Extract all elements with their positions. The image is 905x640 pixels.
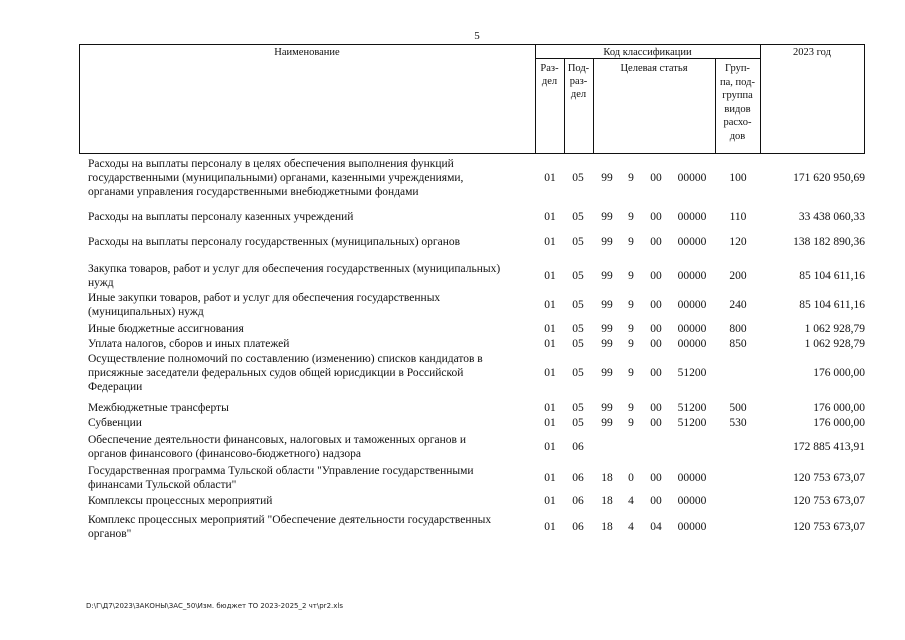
- row-code-podrazdel: 05: [572, 402, 584, 414]
- row-name-line: Субвенции: [88, 417, 142, 429]
- table-row: [0, 337, 905, 351]
- table-row: [0, 291, 905, 319]
- page-number: 5: [474, 30, 480, 42]
- row-code-cs3: 00: [650, 211, 662, 223]
- row-code-cs1: 99: [601, 211, 613, 223]
- row-name-line: органов финансового (финансово-бюджетного) надзора: [88, 448, 361, 460]
- row-code-cs3: 00: [650, 417, 662, 429]
- row-amount: 120 753 673,07: [793, 495, 865, 507]
- row-code-cs3: 00: [650, 472, 662, 484]
- row-code-podrazdel: 05: [572, 338, 584, 350]
- row-code-cs3: 00: [650, 323, 662, 335]
- row-code-vr: 120: [729, 236, 747, 248]
- row-amount: 1 062 928,79: [804, 338, 865, 350]
- row-code-cs4: 00000: [677, 299, 707, 311]
- row-amount: 176 000,00: [813, 417, 865, 429]
- row-code-podrazdel: 05: [572, 270, 584, 282]
- row-code-vr: 200: [729, 270, 747, 282]
- row-name-line: финансами Тульской области": [88, 479, 237, 491]
- header-subsection: Под- раз- дел: [567, 63, 590, 100]
- table-row: [0, 235, 905, 249]
- row-name-line: Расходы на выплаты персоналу в целях обеспечения выполнения функций: [88, 158, 454, 170]
- row-name-line: Расходы на выплаты персоналу государственных (муниципальных) органов: [88, 236, 461, 248]
- table-row: [0, 322, 905, 336]
- row-code-cs1: 99: [601, 299, 613, 311]
- row-code-cs1: 99: [601, 172, 613, 184]
- row-code-cs4: 51200: [677, 367, 707, 379]
- row-code-cs2: 4: [628, 521, 634, 533]
- header-code-group: Код классификации: [603, 47, 692, 58]
- row-amount: 171 620 950,69: [793, 172, 865, 184]
- row-code-cs1: 18: [601, 472, 613, 484]
- row-code-podrazdel: 05: [572, 172, 584, 184]
- row-code-cs1: 99: [601, 338, 613, 350]
- row-name: [88, 513, 528, 541]
- row-code-podrazdel: 05: [572, 299, 584, 311]
- row-code-vr: 100: [729, 172, 747, 184]
- row-code-cs3: 00: [650, 367, 662, 379]
- row-code-cs1: 18: [601, 495, 613, 507]
- row-code-cs3: 00: [650, 495, 662, 507]
- row-code-cs4: 00000: [677, 236, 707, 248]
- row-code-cs4: 00000: [677, 495, 707, 507]
- row-code-cs2: 9: [628, 211, 634, 223]
- row-code-cs3: 00: [650, 299, 662, 311]
- row-code-podrazdel: 05: [572, 417, 584, 429]
- table-row: [0, 262, 905, 290]
- row-code-razdel: 01: [544, 211, 556, 223]
- row-name: [88, 352, 528, 394]
- row-name: [88, 433, 528, 461]
- row-code-cs4: 00000: [677, 521, 707, 533]
- row-code-cs3: 00: [650, 172, 662, 184]
- row-name-line: Межбюджетные трансферты: [88, 402, 229, 414]
- row-code-podrazdel: 06: [572, 521, 584, 533]
- table-row: [0, 352, 905, 394]
- row-name: [88, 322, 528, 336]
- row-code-vr: 110: [729, 211, 747, 223]
- row-code-podrazdel: 06: [572, 441, 584, 453]
- row-code-cs3: 04: [650, 521, 662, 533]
- row-name-line: Иные бюджетные ассигнования: [88, 323, 244, 335]
- table-row: [0, 157, 905, 199]
- row-code-razdel: 01: [544, 323, 556, 335]
- row-name-line: нужд: [88, 277, 114, 289]
- row-name-line: присяжные заседатели федеральных судов общей юрисдикции в Российской: [88, 367, 464, 379]
- row-name-line: Государственная программа Тульской области "Управление государственными: [88, 465, 474, 477]
- table-row: [0, 401, 905, 415]
- row-code-cs2: 9: [628, 299, 634, 311]
- row-code-podrazdel: 06: [572, 495, 584, 507]
- row-amount: 85 104 611,16: [799, 270, 865, 282]
- row-name-line: Уплата налогов, сборов и иных платежей: [88, 338, 290, 350]
- header-section: Раз- дел: [540, 63, 559, 87]
- row-name: [88, 464, 528, 492]
- row-code-cs2: 9: [628, 270, 634, 282]
- row-code-razdel: 01: [544, 472, 556, 484]
- row-code-cs2: 9: [628, 367, 634, 379]
- row-code-cs3: 00: [650, 236, 662, 248]
- row-code-cs1: 99: [601, 236, 613, 248]
- row-code-cs3: 00: [650, 402, 662, 414]
- row-code-razdel: 01: [544, 270, 556, 282]
- row-name-line: государственными (муниципальными) органами, казенными учреждениями,: [88, 172, 464, 184]
- table-row: [0, 494, 905, 508]
- row-code-cs4: 00000: [677, 270, 707, 282]
- header-year: 2023 год: [793, 47, 831, 58]
- row-code-razdel: 01: [544, 521, 556, 533]
- row-code-cs4: 00000: [677, 338, 707, 350]
- row-name-line: Комплекс процессных мероприятий "Обеспечение деятельности государственных: [88, 514, 492, 526]
- row-code-razdel: 01: [544, 441, 556, 453]
- row-code-cs1: 99: [601, 367, 613, 379]
- row-code-cs2: 9: [628, 338, 634, 350]
- row-code-cs4: 00000: [677, 211, 707, 223]
- row-amount: 33 438 060,33: [798, 211, 865, 223]
- row-code-vr: 530: [729, 417, 747, 429]
- row-code-cs2: 9: [628, 402, 634, 414]
- row-code-vr: 850: [729, 338, 747, 350]
- row-code-razdel: 01: [544, 236, 556, 248]
- row-code-vr: 500: [729, 402, 747, 414]
- row-amount: 172 885 413,91: [793, 441, 865, 453]
- row-amount: 138 182 890,36: [793, 236, 865, 248]
- table-row: [0, 464, 905, 492]
- row-name-line: Расходы на выплаты персоналу казенных учреждений: [88, 211, 354, 223]
- row-code-cs1: 99: [601, 417, 613, 429]
- row-code-podrazdel: 06: [572, 472, 584, 484]
- row-code-cs2: 4: [628, 495, 634, 507]
- row-name: [88, 401, 528, 415]
- row-amount: 1 062 928,79: [804, 323, 865, 335]
- table-row: [0, 433, 905, 461]
- header-name: Наименование: [274, 47, 340, 58]
- row-name-line: Осуществление полномочий по составлению (изменению) списков кандидатов в: [88, 353, 483, 365]
- row-code-cs2: 9: [628, 417, 634, 429]
- row-code-razdel: 01: [544, 417, 556, 429]
- table-row: [0, 210, 905, 224]
- row-name-line: Обеспечение деятельности финансовых, налоговых и таможенных органов и: [88, 434, 466, 446]
- row-code-cs1: 99: [601, 270, 613, 282]
- row-code-vr: 240: [729, 299, 747, 311]
- row-code-vr: 800: [729, 323, 747, 335]
- row-name: [88, 416, 528, 430]
- row-code-podrazdel: 05: [572, 236, 584, 248]
- row-code-cs3: 00: [650, 270, 662, 282]
- row-code-cs2: 9: [628, 172, 634, 184]
- row-code-cs4: 51200: [677, 402, 707, 414]
- row-code-cs1: 18: [601, 521, 613, 533]
- row-code-cs3: 00: [650, 338, 662, 350]
- row-code-razdel: 01: [544, 402, 556, 414]
- row-code-podrazdel: 05: [572, 367, 584, 379]
- row-code-razdel: 01: [544, 299, 556, 311]
- row-amount: 120 753 673,07: [793, 521, 865, 533]
- row-name-line: органов": [88, 528, 132, 540]
- row-name-line: Закупка товаров, работ и услуг для обеспечения государственных (муниципальных): [88, 263, 501, 275]
- row-name-line: Комплексы процессных мероприятий: [88, 495, 273, 507]
- row-code-razdel: 01: [544, 338, 556, 350]
- row-amount: 176 000,00: [813, 402, 865, 414]
- row-name-line: Иные закупки товаров, работ и услуг для обеспечения государственных: [88, 292, 441, 304]
- row-name: [88, 337, 528, 351]
- row-name: [88, 210, 528, 224]
- row-code-cs1: 99: [601, 323, 613, 335]
- row-code-cs2: 9: [628, 323, 634, 335]
- row-code-cs4: 51200: [677, 417, 707, 429]
- row-name: [88, 235, 528, 249]
- row-amount: 85 104 611,16: [799, 299, 865, 311]
- row-code-podrazdel: 05: [572, 323, 584, 335]
- row-name-line: органами управления государственными внебюджетными фондами: [88, 186, 419, 198]
- row-name-line: Федерации: [88, 381, 143, 393]
- header-target-article: Целевая статья: [620, 63, 688, 74]
- row-code-podrazdel: 05: [572, 211, 584, 223]
- table-row: [0, 416, 905, 430]
- row-name: [88, 291, 528, 319]
- row-amount: 176 000,00: [813, 367, 865, 379]
- footer-file-path: D:\Г\Д7\2023\ЗАКОНЫ\ЗАС_50\Изм. бюджет ТО 2023-2025_2 чт\pr2.xls: [86, 602, 343, 610]
- row-code-cs2: 9: [628, 236, 634, 248]
- row-code-razdel: 01: [544, 495, 556, 507]
- row-name: [88, 157, 528, 199]
- row-name: [88, 494, 528, 508]
- row-code-cs2: 0: [628, 472, 634, 484]
- row-code-cs4: 00000: [677, 472, 707, 484]
- row-code-cs4: 00000: [677, 172, 707, 184]
- header-expense-type: Груп- па, под- группа видов расхо- дов: [720, 63, 755, 142]
- row-name-line: (муниципальных) нужд: [88, 306, 204, 318]
- row-code-cs4: 00000: [677, 323, 707, 335]
- row-amount: 120 753 673,07: [793, 472, 865, 484]
- row-code-razdel: 01: [544, 172, 556, 184]
- row-code-razdel: 01: [544, 367, 556, 379]
- table-row: [0, 513, 905, 541]
- row-code-cs1: 99: [601, 402, 613, 414]
- row-name: [88, 262, 528, 290]
